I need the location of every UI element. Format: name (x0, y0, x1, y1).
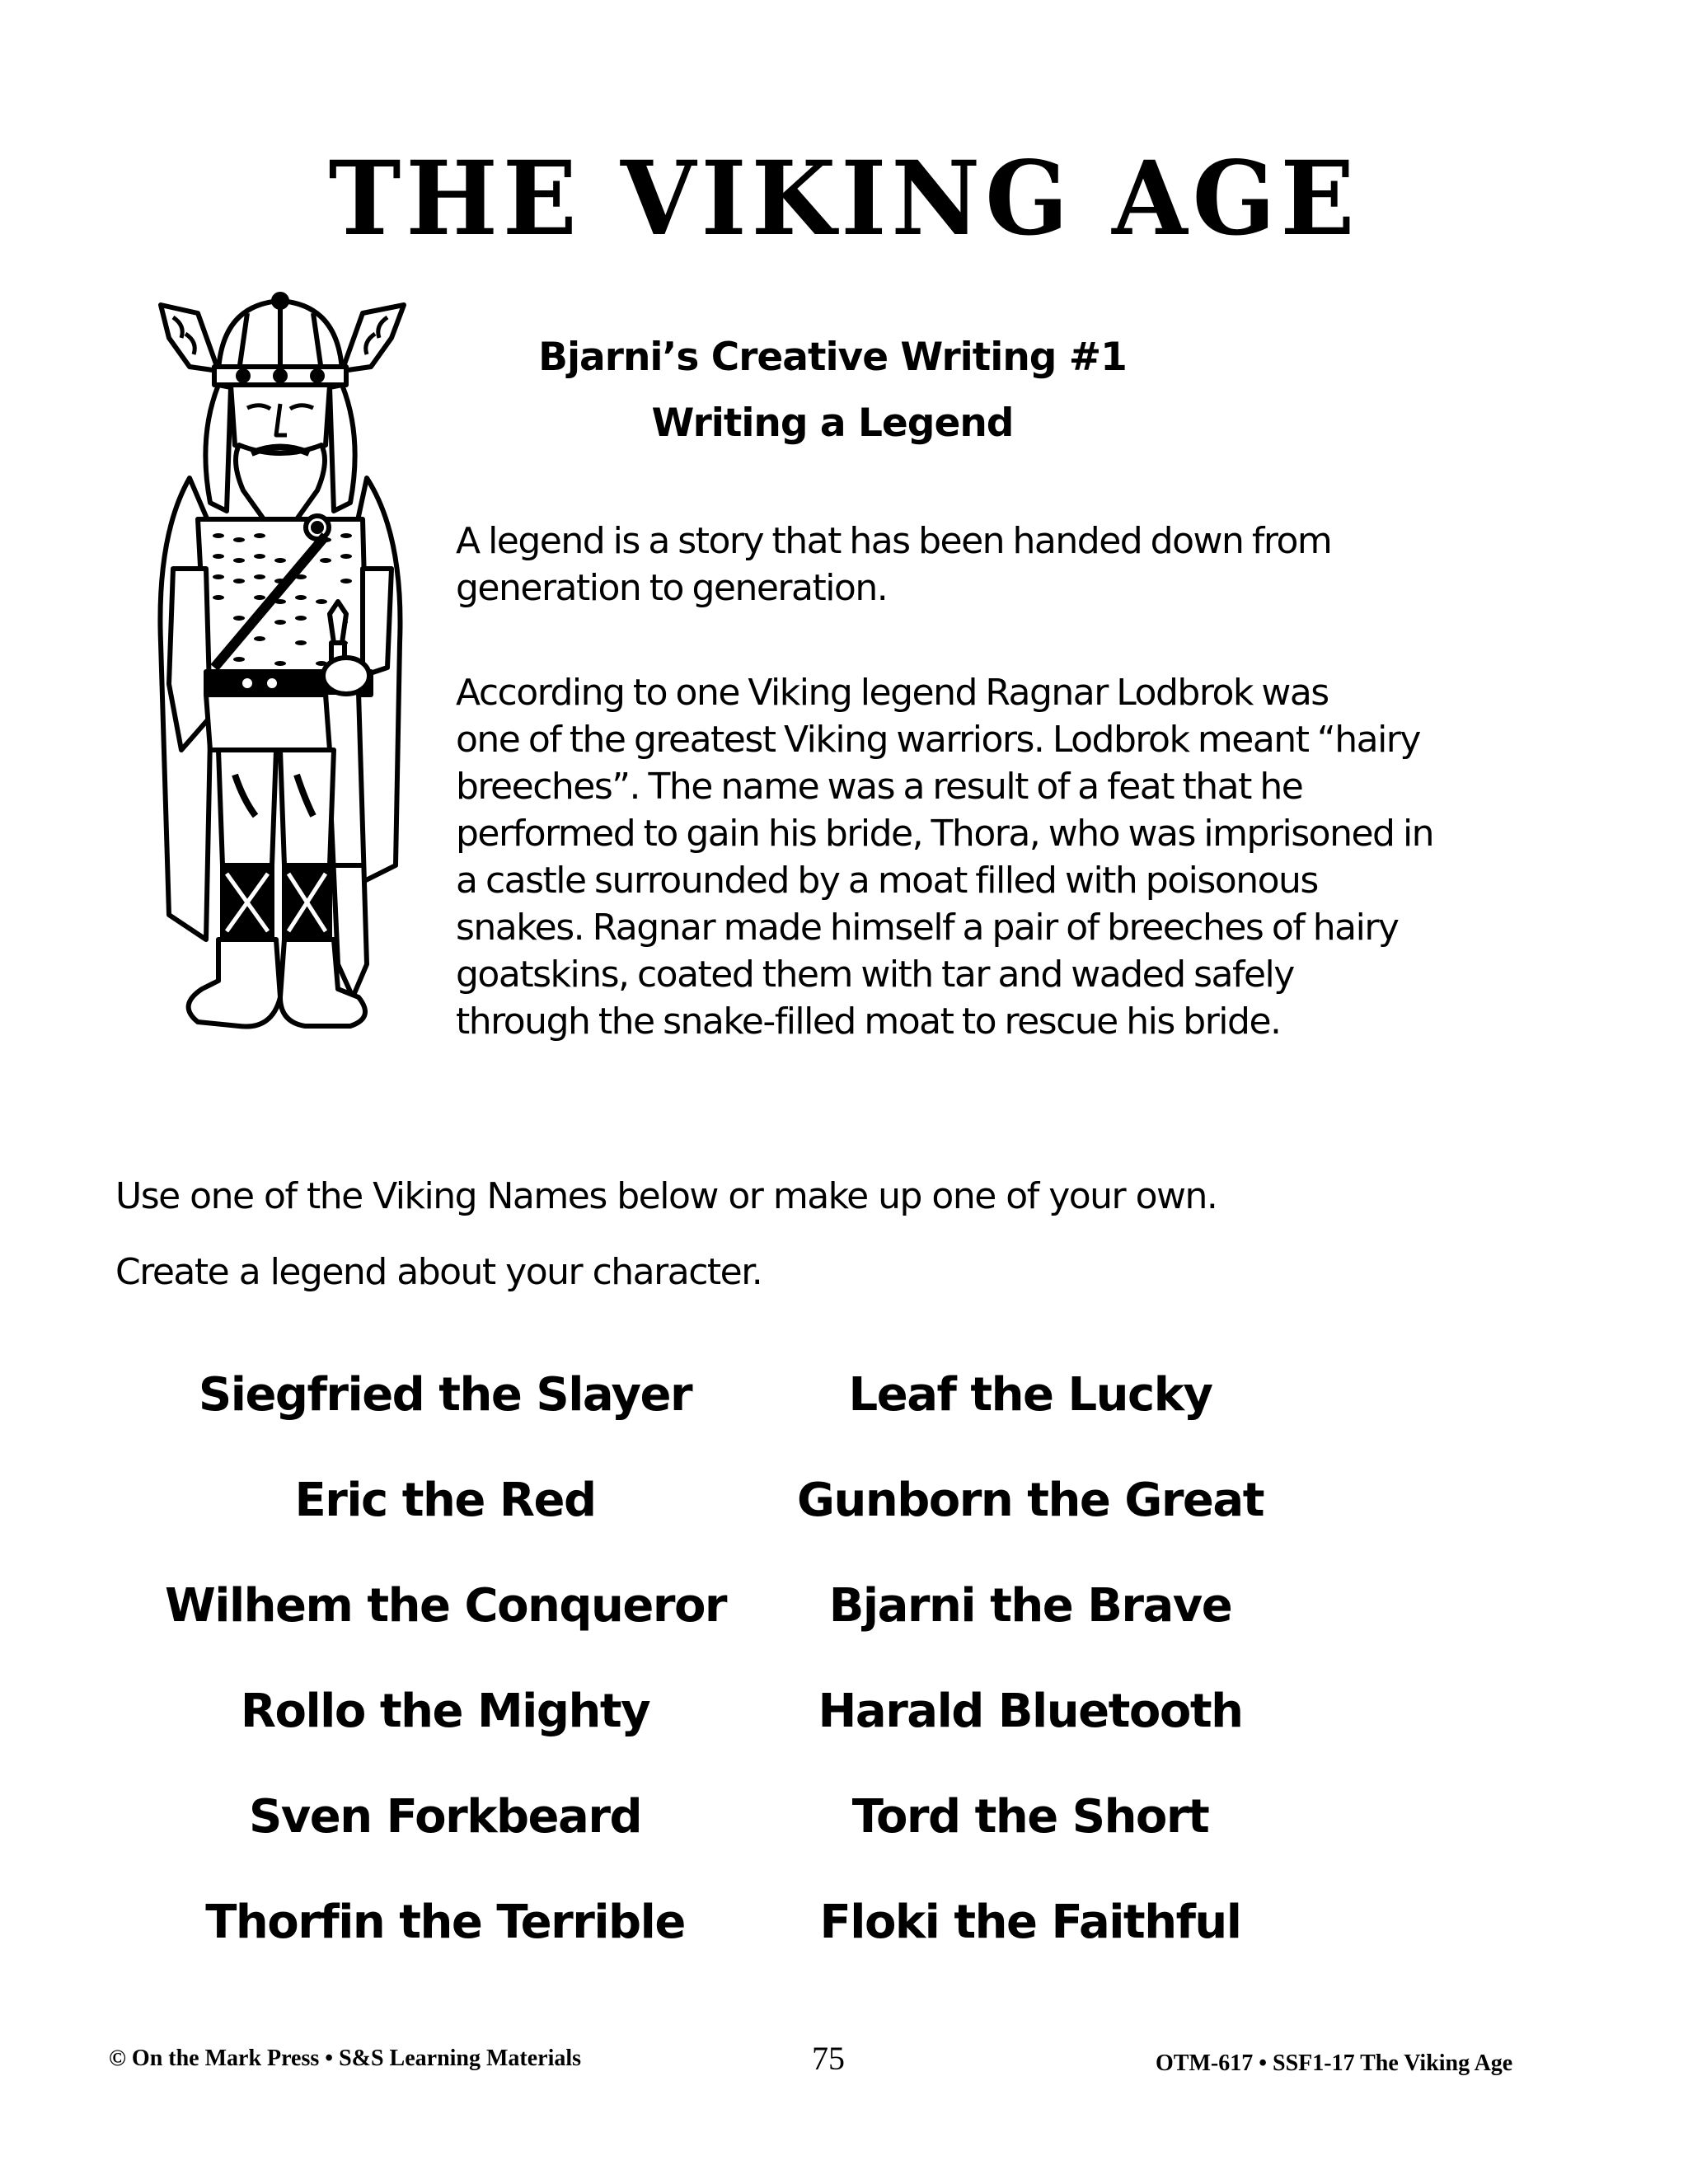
names-row (165, 1579, 1269, 1689)
viking-name: Bjarni the Brave (828, 1579, 1232, 1633)
worksheet-subheading: Writing a Legend (651, 401, 1014, 446)
viking-name: Siegfried the Slayer (198, 1368, 692, 1422)
viking-name: Wilhem the Conqueror (165, 1579, 727, 1633)
viking-name: Gunborn the Great (797, 1474, 1264, 1527)
story-line: According to one Viking legend Ragnar Lodbrok was (456, 672, 1329, 714)
viking-name: Eric the Red (294, 1474, 596, 1527)
intro-line: generation to generation. (456, 567, 888, 609)
story-line: goatskins, coated them with tar and waded safely (456, 954, 1294, 996)
page-number: 75 (812, 2040, 845, 2077)
viking-name: Sven Forkbeard (248, 1790, 642, 1844)
instruction-create-legend: Create a legend about your character. (115, 1251, 762, 1293)
worksheet-heading: Bjarni’s Creative Writing #1 (538, 335, 1127, 380)
viking-warrior-icon (140, 288, 420, 1047)
viking-name: Rollo the Mighty (240, 1685, 650, 1738)
viking-name: Leaf the Lucky (848, 1368, 1212, 1422)
story-line: performed to gain his bride, Thora, who was imprisoned in (456, 813, 1434, 855)
intro-line: A legend is a story that has been handed down from (456, 520, 1332, 562)
footer-copyright: © On the Mark Press • S&S Learning Materials (109, 2046, 582, 2071)
page-title: THE VIKING AGE (328, 138, 1360, 259)
viking-warrior-illustration (140, 288, 420, 1047)
story-line: one of the greatest Viking warriors. Lodbrok meant “hairy (456, 719, 1420, 761)
instruction-choose-name: Use one of the Viking Names below or make up one of your own. (115, 1175, 1217, 1217)
viking-name: Floki the Faithful (819, 1896, 1241, 1949)
intro-paragraph (456, 518, 1560, 612)
story-line: breeches”. The name was a result of a feat that he (456, 766, 1303, 808)
story-paragraph (456, 669, 1560, 1045)
footer-product-code: OTM-617 • SSF1-17 The Viking Age (1156, 2050, 1513, 2076)
story-line: through the snake-filled moat to rescue his bride. (456, 1001, 1281, 1043)
viking-name: Harald Bluetooth (818, 1685, 1243, 1738)
story-line: snakes. Ragnar made himself a pair of breeches of hairy (456, 907, 1399, 949)
names-row (165, 1368, 1269, 1478)
viking-names-list (165, 1368, 1269, 2005)
story-line: a castle surrounded by a moat filled with poisonous (456, 860, 1318, 902)
names-row (165, 1896, 1269, 2005)
names-row (165, 1474, 1269, 1583)
viking-name: Tord the Short (851, 1790, 1209, 1844)
viking-name: Thorfin the Terrible (205, 1896, 685, 1949)
names-row (165, 1685, 1269, 1794)
names-row (165, 1790, 1269, 1900)
